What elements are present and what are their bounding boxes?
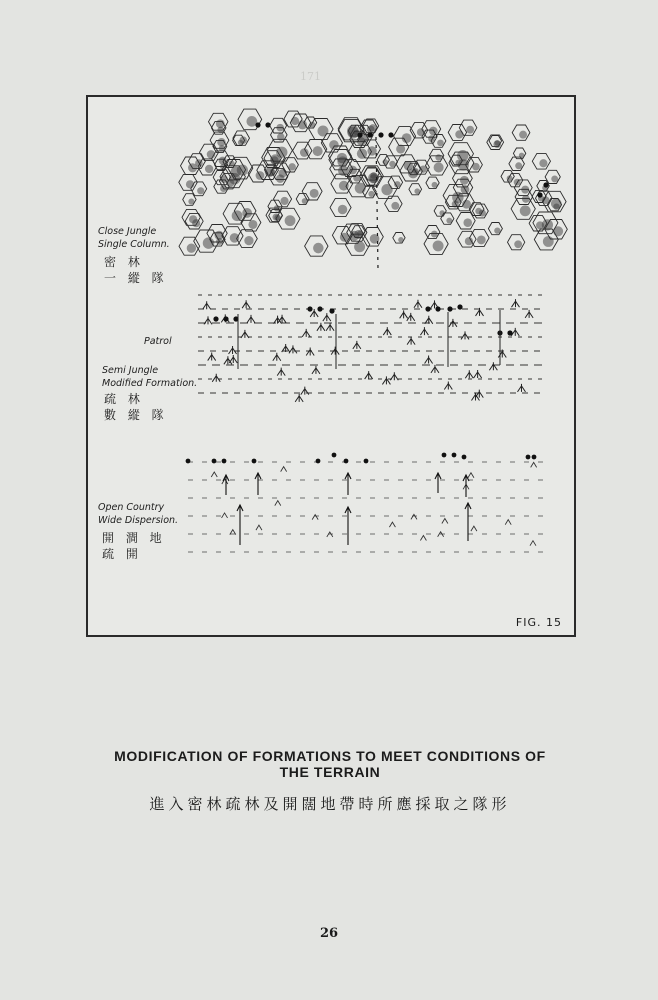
foliage-shade [493, 140, 501, 148]
vegetation-tuft [326, 323, 334, 331]
grass-tuft [211, 472, 217, 477]
foliage-shade [514, 240, 522, 248]
foliage-shade [446, 218, 452, 224]
foliage-shade [551, 176, 558, 183]
vegetation-tuft [301, 387, 309, 395]
foliage-shade [391, 202, 399, 210]
foliage-shade [300, 148, 309, 157]
grass-tuft [275, 501, 281, 506]
foliage-shade [494, 227, 500, 233]
section-label-line: Close Jungle [98, 226, 157, 237]
foliage-shade [389, 161, 395, 167]
foliage-shade [192, 219, 200, 227]
foliage-shade [519, 131, 527, 139]
foliage-shade [337, 156, 348, 167]
grass-tuft [468, 473, 474, 478]
foliage-shade [285, 215, 296, 226]
foliage-shade [368, 191, 374, 197]
section-zh-line: 密 林 [104, 255, 144, 269]
vegetation-tuft [425, 316, 433, 324]
section-label-close-jungle [98, 225, 170, 251]
vegetation-tuft [407, 337, 415, 345]
foliage-shade [242, 208, 252, 218]
vegetation-tuft [511, 328, 519, 336]
section-zh-line: 開 澗 地 [102, 531, 166, 545]
foliage-shade [220, 185, 227, 192]
vegetation-tuft [229, 346, 237, 354]
grass-tuft [389, 522, 395, 527]
vegetation-tuft [295, 394, 303, 402]
foliage-shade [288, 163, 295, 170]
foliage-shade [460, 176, 469, 185]
foliage-shade [278, 169, 287, 178]
vegetation-tuft [400, 310, 408, 318]
foliage-shade [310, 189, 319, 198]
vegetation-tuft [306, 347, 314, 355]
grass-tuft [471, 526, 477, 531]
foliage-shade [507, 175, 513, 181]
foliage-shade [272, 214, 279, 221]
foliage-shade [398, 237, 404, 243]
vegetation-tuft [407, 313, 415, 321]
foliage-shade [355, 183, 366, 194]
vegetation-tuft [475, 390, 483, 398]
section-label-open-country [98, 501, 178, 527]
foliage-shade [186, 180, 194, 188]
soldier-dot [329, 308, 334, 313]
vegetation-tuft [212, 374, 220, 382]
foliage-shade [466, 126, 474, 134]
grass-tuft [442, 518, 448, 523]
foliage-shade [229, 161, 235, 167]
soldier-dot [378, 132, 383, 137]
soldier-dot [317, 306, 322, 311]
soldier-dot [507, 330, 512, 335]
section-zh-line: 疏 開 [102, 547, 142, 561]
vegetation-tuft [317, 323, 325, 331]
foliage-shade [435, 154, 441, 160]
foliage-shade [455, 160, 461, 166]
vegetation-tuft [282, 344, 290, 352]
foliage-shade [313, 146, 323, 156]
foliage-shade [187, 244, 196, 253]
soldier-dot [316, 459, 321, 464]
foliage-shade [431, 231, 438, 238]
foliage-shade [318, 126, 329, 137]
soldier-dot [526, 455, 531, 460]
section-zh-close-jungle [104, 254, 168, 286]
caption-line-1: MODIFICATION OF FORMATIONS TO MEET CONDITIONS OF [114, 748, 546, 764]
section-zh-line: 疏 林 [104, 392, 144, 406]
soldier-dot [223, 316, 228, 321]
section-label-semi-jungle [102, 364, 197, 390]
vegetation-tuft [420, 327, 428, 335]
vegetation-tuft [465, 370, 473, 378]
foliage-shade [367, 126, 375, 134]
foliage-shade [465, 237, 473, 245]
foliage-shade [553, 203, 559, 209]
foliage-shade [270, 169, 276, 175]
vegetation-tuft [517, 384, 525, 392]
soldier-dot [442, 453, 447, 458]
grass-tuft [505, 520, 511, 525]
foliage-shade [232, 210, 243, 221]
foliage-shade [455, 130, 463, 138]
grass-tuft [411, 514, 417, 519]
foliage-shade [543, 236, 554, 247]
foliage-shade [248, 220, 257, 229]
foliage-shade [396, 144, 405, 153]
grass-tuft [281, 467, 287, 472]
soldier-dot [537, 192, 542, 197]
grass-tuft [256, 525, 262, 530]
vegetation-tuft [511, 299, 519, 307]
vegetation-tuft [247, 315, 255, 323]
grass-tuft [222, 479, 228, 484]
vegetation-tuft [208, 353, 216, 361]
vegetation-tuft [461, 331, 469, 339]
vegetation-tuft [383, 327, 391, 335]
vegetation-tuft [525, 310, 533, 318]
soldier-dot [532, 455, 537, 460]
section-label-line: Wide Dispersion. [98, 515, 179, 526]
foliage-shade [188, 199, 194, 205]
foliage-shade [309, 122, 315, 128]
foliage-shade [414, 188, 420, 194]
foliage-shade [382, 159, 388, 165]
grass-tuft [222, 513, 228, 518]
vegetation-tuft [203, 301, 211, 309]
section-zh-open-country [102, 530, 166, 562]
foliage-shade [205, 165, 213, 173]
foliage-shade [429, 127, 438, 136]
foliage-shade [432, 182, 438, 188]
soldier-dot [213, 316, 218, 321]
vegetation-tuft [302, 329, 310, 337]
vegetation-tuft [431, 365, 439, 373]
foliage-shade [520, 205, 531, 216]
foliage-shade [203, 237, 215, 249]
vegetation-tuft [365, 371, 373, 379]
foliage-shade [357, 231, 363, 237]
soldier-dot [543, 182, 548, 187]
vegetation-tuft [278, 315, 286, 323]
foliage-shade [475, 208, 482, 215]
vegetation-tuft [444, 382, 452, 390]
soldier-dot [357, 132, 362, 137]
soldier-dot [332, 453, 337, 458]
foliage-shade [244, 236, 253, 245]
vegetation-tuft [204, 316, 212, 324]
section-label-line: Semi Jungle [102, 365, 159, 376]
vegetation-tuft [390, 372, 398, 380]
foliage-shade [417, 128, 425, 136]
caption-line-2: THE TERRAIN [279, 764, 381, 780]
foliage-shade [239, 136, 246, 143]
foliage-shade [553, 226, 563, 236]
grass-tuft [530, 541, 536, 546]
foliage-shade [477, 236, 486, 245]
vegetation-tuft [312, 366, 320, 374]
figure-number: FIG. 15 [515, 616, 562, 629]
foliage-shade [515, 162, 522, 169]
foliage-shade [381, 184, 392, 195]
soldier-dot [435, 306, 440, 311]
section-zh-line: 數 縱 隊 [104, 408, 168, 422]
foliage-shade [207, 150, 216, 159]
foliage-shade [216, 238, 223, 245]
foliage-shade [197, 187, 204, 194]
soldier-dot [307, 306, 312, 311]
soldier-dot [388, 132, 393, 137]
vegetation-tuft [241, 330, 249, 338]
foliage-shade [237, 165, 248, 176]
vegetation-tuft [474, 370, 482, 378]
foliage-shade [276, 147, 287, 158]
vegetation-tuft [323, 313, 331, 321]
grass-tuft [312, 515, 318, 520]
foliage-shade [291, 117, 299, 125]
soldier-dot [222, 459, 227, 464]
figure-caption-chinese: 進入密林疏林及開闊地帶時所應採取之隊形 [149, 795, 511, 813]
foliage-shade [280, 197, 288, 205]
page-number: 26 [319, 926, 339, 941]
figure-frame [86, 95, 576, 637]
foliage-shade [433, 240, 444, 251]
grass-tuft [531, 462, 537, 467]
bleed-through-text: 171 [300, 70, 321, 83]
foliage-shade [271, 156, 279, 164]
soldier-dot [212, 459, 217, 464]
foliage-shade [539, 159, 547, 167]
foliage-shade [542, 219, 553, 230]
section-zh-line: 一 縱 隊 [104, 271, 168, 285]
foliage-shade [434, 162, 444, 172]
foliage-shade [357, 149, 367, 159]
soldier-dot [255, 122, 260, 127]
section-label-line: Single Column. [98, 239, 170, 250]
soldier-dot [462, 455, 467, 460]
soldier-dot [425, 306, 430, 311]
foliage-shade [404, 161, 413, 170]
vegetation-tuft [489, 362, 497, 370]
vegetation-tuft [277, 368, 285, 376]
grass-tuft [327, 532, 333, 537]
soldier-dot [186, 459, 191, 464]
figure-caption [60, 748, 600, 780]
foliage-shade [340, 233, 349, 242]
vegetation-tuft [353, 341, 361, 349]
section-zh-semi-jungle [104, 391, 168, 423]
section-label-line: Modified Formation. [102, 378, 198, 389]
soldier-dot [344, 459, 349, 464]
section-label-line: Open Country [98, 502, 165, 513]
vegetation-tuft [289, 345, 297, 353]
soldier-dot [452, 453, 457, 458]
soldier-dot [367, 132, 372, 137]
vegetation-tuft [273, 353, 281, 361]
foliage-shade [302, 198, 308, 204]
foliage-shade [461, 185, 470, 194]
foliage-shade [463, 218, 472, 227]
grass-tuft [420, 536, 426, 541]
soldier-dot [447, 306, 452, 311]
foliage-shade [188, 163, 197, 172]
patrol-label: Patrol [144, 336, 172, 347]
vegetation-tuft [414, 300, 422, 308]
soldier-dot [265, 122, 270, 127]
foliage-shade [329, 140, 339, 150]
foliage-shade [338, 166, 348, 176]
vegetation-tuft [382, 376, 390, 384]
foliage-shade [313, 243, 324, 254]
vegetation-tuft [425, 356, 433, 364]
foliage-shade [452, 192, 463, 203]
foliage-shade [522, 195, 530, 203]
vegetation-tuft [242, 300, 250, 308]
foliage-shade [338, 205, 347, 214]
soldier-dot [252, 459, 257, 464]
foliage-shade [437, 140, 444, 147]
soldier-dot [457, 304, 462, 309]
soldier-dot [364, 459, 369, 464]
